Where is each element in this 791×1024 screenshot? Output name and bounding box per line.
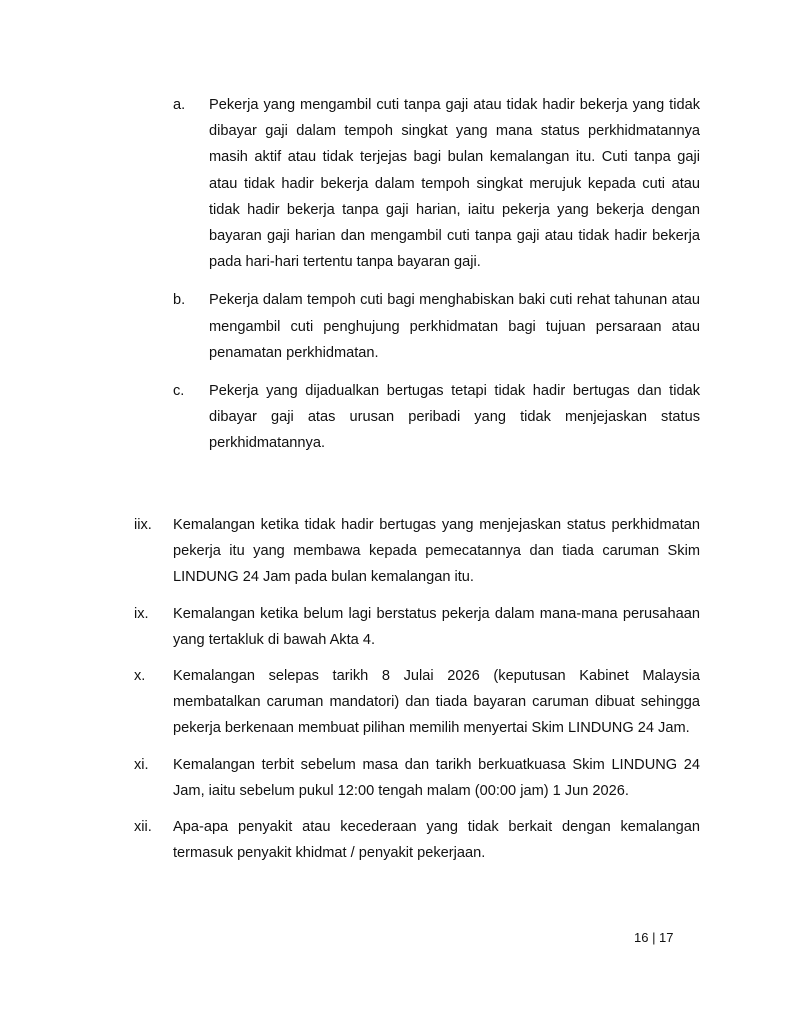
list-item-xi [134,752,700,804]
item-marker: ix. [134,605,149,622]
item-text: Pekerja dalam tempoh cuti bagi menghabiskan baki cuti rehat tahunan atau mengambil cuti penghujung perkhidmatan bagi tujuan persaraan atau penamatan perkhidmatan. [209,292,700,361]
item-text: Pekerja yang mengambil cuti tanpa gaji atau tidak hadir bekerja yang tidak dibayar gaji dalam tempoh singkat yang mana status perkhidmatannya masih aktif atau tidak terjejas bagi bulan kemalangan itu. Cuti tanpa gaji atau tidak hadir bekerja dalam tempoh singkat merujuk kepada cuti atau tidak hadir bekerja tanpa gaji harian, iaitu pekerja yang bekerja dengan bayaran gaji harian dan mengambil cuti tanpa gaji atau tidak hadir bekerja pada hari-hari tertentu tanpa bayaran gaji. [209,97,700,271]
item-text: Kemalangan terbit sebelum masa dan tarikh berkuatkuasa Skim LINDUNG 24 Jam, iaitu sebelum pukul 12:00 tengah malam (00:00 jam) 1 Jun 2026. [173,756,700,799]
sub-item-list [173,92,700,469]
item-marker: c. [173,383,185,400]
list-item-b [173,287,700,366]
item-marker: a. [173,97,186,113]
item-marker: xi. [134,756,149,773]
item-text: Kemalangan ketika tidak hadir bertugas yang menjejaskan status perkhidmatan pekerja itu yang membawa kepada pemecatannya dan tiada caruman Skim LINDUNG 24 Jam pada bulan kemalangan itu. [173,517,700,586]
list-item-ix [134,601,700,653]
list-item-c [173,378,700,457]
item-marker: xii. [134,819,152,836]
item-text: Apa-apa penyakit atau kecederaan yang tidak berkait dengan kemalangan termasuk penyakit khidmat / penyakit pekerjaan. [173,819,700,862]
item-marker: iix. [134,517,152,533]
item-text: Kemalangan ketika belum lagi berstatus pekerja dalam mana-mana perusahaan yang tertakluk di bawah Akta 4. [173,605,700,648]
list-item-iix [134,512,700,591]
main-item-list [134,512,700,876]
item-marker: b. [173,292,186,309]
item-text: Pekerja yang dijadualkan bertugas tetapi tidak hadir bertugas dan tidak dibayar gaji atas urusan peribadi yang tidak menjejaskan status perkhidmatannya. [209,383,700,452]
page-number: 16 | 17 [634,930,674,945]
item-text: Kemalangan selepas tarikh 8 Julai 2026 (keputusan Kabinet Malaysia membatalkan caruman mandatori) dan tiada bayaran caruman dibuat sehingga pekerja berkenaan membuat pilihan memilih menyertai Skim LINDUNG 24 Jam. [173,668,700,737]
list-item-xii [134,814,700,866]
list-item-x [134,663,700,742]
item-marker: x. [134,668,146,685]
list-item-a [173,92,700,275]
